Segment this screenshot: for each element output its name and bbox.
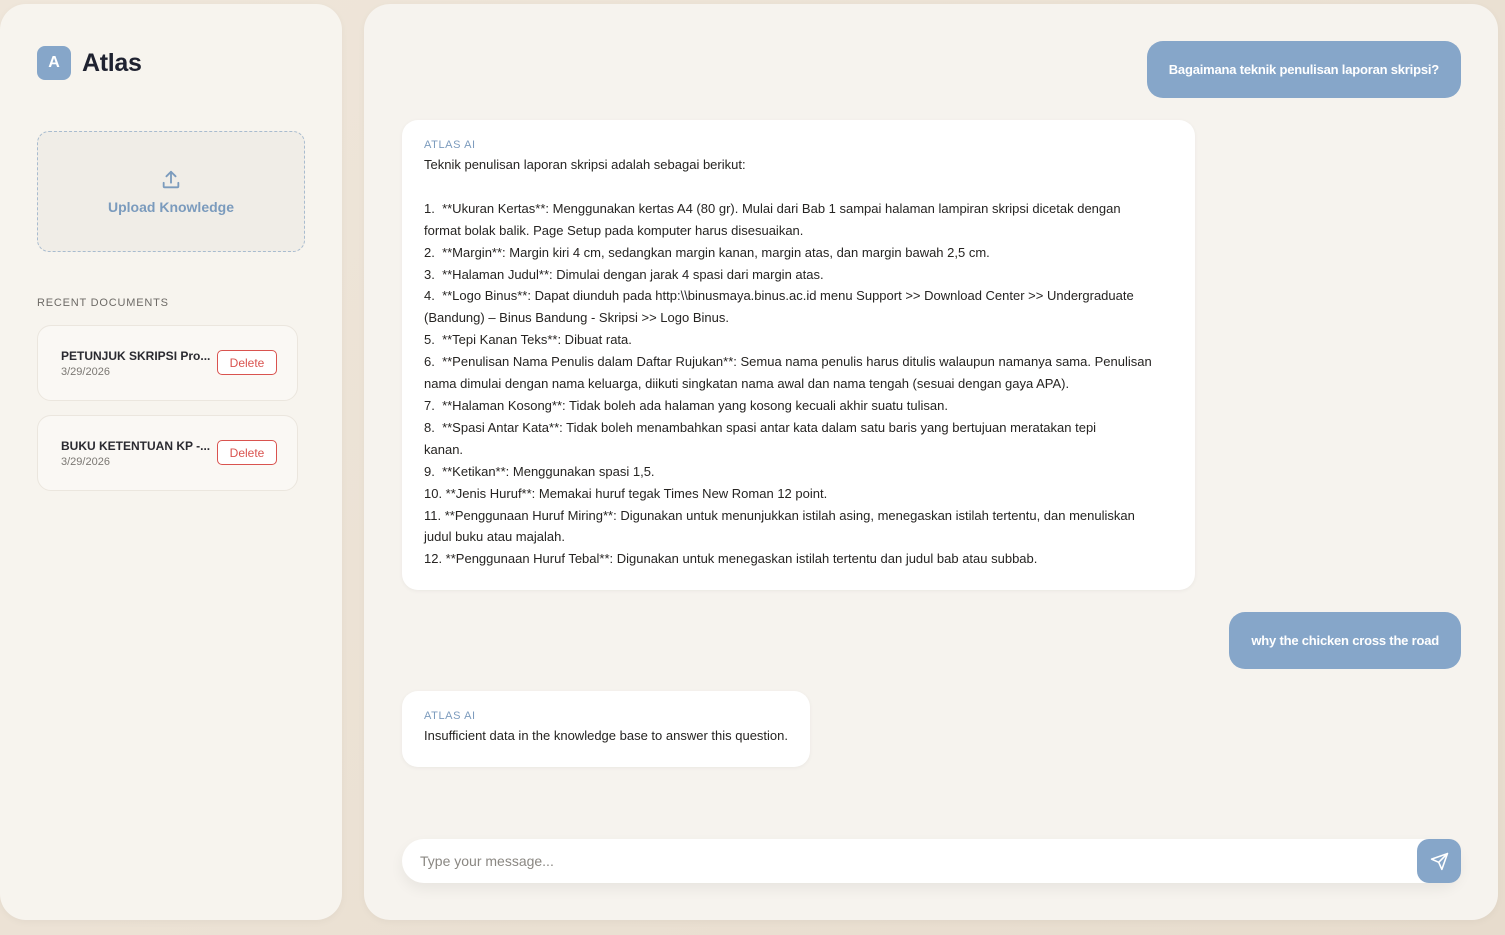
brand: [37, 46, 142, 80]
ai-message: [402, 120, 1195, 590]
document-name: PETUNJUK SKRIPSI Pro...: [61, 349, 211, 363]
sidebar: [0, 4, 342, 920]
brand-logo: A: [37, 46, 71, 80]
ai-message-text: Teknik penulisan laporan skripsi adalah sebagai berikut: 1. **Ukuran Kertas**: Menggunakan kertas A4 (80 gr). Mulai dari Bab 1 sampai halaman lampiran skripsi dicetak dengan format bolak balik. Page Setup pada komputer harus disesuaikan. 2. **Margin**: Margin kiri 4 cm, sedangkan margin kanan, margin atas, dan margin bawah 2,5 cm. 3. **Halaman Judul**: Dimulai dengan jarak 4 spasi dari margin atas. 4. **Logo Binus**: Dapat diunduh pada http:\\binusmaya.binus.ac.id menu Support >> Download Center >> Undergraduate (Bandung) – Binus Bandung - Skripsi >> Logo Binus. 5. **Tepi Kanan Teks**: Dibuat rata. 6. **Penulisan Nama Penulis dalam Daftar Rujukan**: Semua nama penulis harus ditulis walaupun namanya sama. Penulisan nama dimulai dengan nama keluarga, diikuti singkatan nama awal dan nama tengah (sesuai dengan gaya APA). 7. **Halaman Kosong**: Tidak boleh ada halaman yang kosong kecuali akhir suatu tulisan. 8. **Spasi Antar Kata**: Tidak boleh menambahkan spasi antar kata dalam satu baris yang bertujuan meratakan tepi kanan. 9. **Ketikan**: Menggunakan spasi 1,5. 10. **Jenis Huruf**: Memakai huruf tegak Times New Roman 12 point. 11. **Penggunaan Huruf Miring**: Digunakan untuk menunjukkan istilah asing, menegaskan istilah tertentu, dan menuliskan judul buku atau majalah. 12. **Penggunaan Huruf Tebal**: Digunakan untuk menegaskan istilah tertentu dan judul bab atau subbab.: [424, 157, 1152, 567]
ai-message-text: Insufficient data in the knowledge base to answer this question.: [424, 728, 788, 743]
message-composer: [402, 839, 1461, 883]
upload-icon: [160, 169, 182, 191]
document-card[interactable]: [37, 415, 298, 491]
document-card[interactable]: [37, 325, 298, 401]
chat-panel: [364, 4, 1498, 920]
message-input[interactable]: [420, 839, 1410, 883]
ai-message-label: ATLAS AI: [424, 139, 476, 151]
document-date: 3/29/2026: [61, 456, 110, 468]
ai-message-label: ATLAS AI: [424, 710, 476, 722]
delete-document-button[interactable]: Delete: [217, 350, 277, 375]
document-name: BUKU KETENTUAN KP -...: [61, 439, 211, 453]
recent-documents-heading: RECENT DOCUMENTS: [37, 297, 169, 309]
delete-document-button[interactable]: Delete: [217, 440, 277, 465]
upload-knowledge-label: Upload Knowledge: [108, 198, 234, 215]
ai-message: [402, 691, 810, 767]
user-message: why the chicken cross the road: [1229, 612, 1461, 669]
send-icon: [1430, 852, 1449, 871]
document-date: 3/29/2026: [61, 366, 110, 378]
upload-knowledge-button[interactable]: [37, 131, 305, 252]
send-button[interactable]: [1417, 839, 1461, 883]
user-message: Bagaimana teknik penulisan laporan skripsi?: [1147, 41, 1461, 98]
brand-name: Atlas: [82, 48, 142, 77]
